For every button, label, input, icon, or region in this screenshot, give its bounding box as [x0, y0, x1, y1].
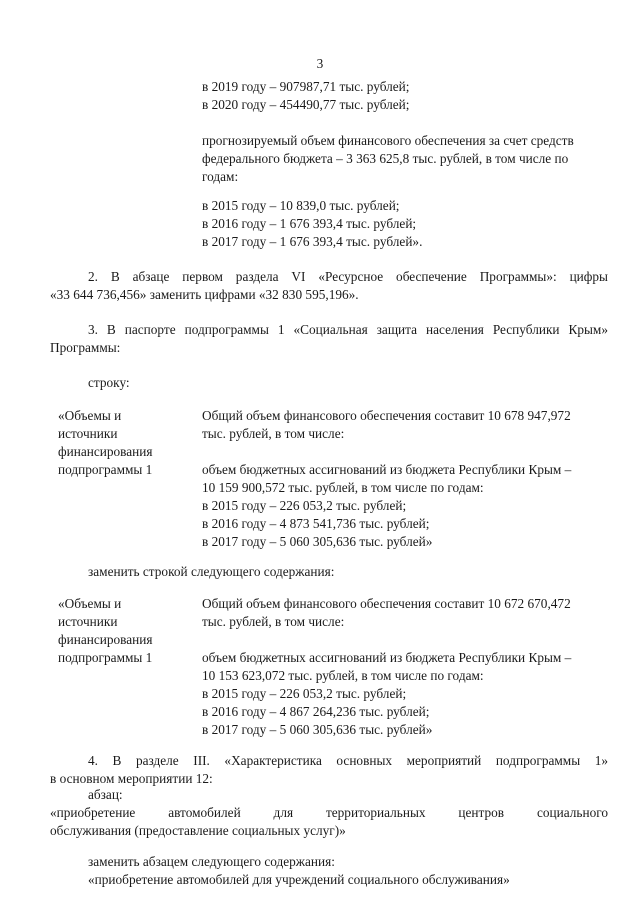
- replace-row-text: заменить строкой следующего содержания:: [88, 564, 335, 579]
- old-budget-2: 10 159 900,572 тыс. рублей, в том числе по годам:: [202, 480, 484, 495]
- item-4-line-2: в основном мероприятии 12:: [50, 771, 213, 786]
- forecast-2015: в 2015 году – 10 839,0 тыс. рублей;: [202, 198, 400, 213]
- page-number: 3: [316, 56, 324, 71]
- new-budget-2: 10 153 623,072 тыс. рублей, в том числе по годам:: [202, 668, 484, 683]
- new-total-1: Общий объем финансового обеспечения составит 10 672 670,472: [202, 596, 571, 611]
- forecast-line-1: прогнозируемый объем финансового обеспечения за счет средств: [202, 133, 574, 148]
- forecast-2017: в 2017 году – 1 676 393,4 тыс. рублей».: [202, 234, 423, 249]
- new-label-2: источники: [58, 614, 118, 629]
- item-4-line-1: 4. В разделе III. «Характеристика основных мероприятий подпрограммы 1»: [88, 753, 608, 768]
- item-2-line-1: 2. В абзаце первом раздела VI «Ресурсное обеспечение Программы»: цифры: [88, 269, 608, 284]
- old-label-3: финансирования: [58, 444, 153, 459]
- item-3-line-2: Программы:: [50, 340, 121, 355]
- old-total-2: тыс. рублей, в том числе:: [202, 426, 345, 441]
- new-2017: в 2017 году – 5 060 305,636 тыс. рублей»: [202, 722, 433, 737]
- old-label-1: «Объемы и: [58, 408, 122, 423]
- old-total-1: Общий объем финансового обеспечения составит 10 678 947,972: [202, 408, 571, 423]
- item-4-quote-1: «приобретение автомобилей для территориальных центров социального: [50, 805, 608, 820]
- new-2015: в 2015 году – 226 053,2 тыс. рублей;: [202, 686, 407, 701]
- line-2020: в 2020 году – 454490,77 тыс. рублей;: [202, 97, 410, 112]
- new-budget-1: объем бюджетных ассигнований из бюджета Республики Крым –: [202, 650, 572, 665]
- line-2019: в 2019 году – 907987,71 тыс. рублей;: [202, 79, 410, 94]
- item-3-line-1: 3. В паспорте подпрограммы 1 «Социальная защита населения Республики Крым»: [88, 322, 608, 337]
- item-4-replace: заменить абзацем следующего содержания:: [88, 854, 335, 869]
- new-label-4: подпрограммы 1: [58, 650, 153, 665]
- new-2016: в 2016 году – 4 867 264,236 тыс. рублей;: [202, 704, 430, 719]
- new-label-3: финансирования: [58, 632, 153, 647]
- item-2-line-2: «33 644 736,456» заменить цифрами «32 830 595,196».: [50, 287, 359, 302]
- forecast-2016: в 2016 году – 1 676 393,4 тыс. рублей;: [202, 216, 417, 231]
- forecast-line-2: федерального бюджета – 3 363 625,8 тыс. рублей, в том числе по: [202, 151, 569, 166]
- old-label-2: источники: [58, 426, 118, 441]
- item-4-abzac: абзац:: [88, 787, 123, 802]
- forecast-line-3: годам:: [202, 169, 239, 184]
- item-4-new-quote: «приобретение автомобилей для учреждений социального обслуживания»: [88, 872, 510, 887]
- old-label-4: подпрограммы 1: [58, 462, 153, 477]
- old-2015: в 2015 году – 226 053,2 тыс. рублей;: [202, 498, 407, 513]
- item-4-quote-2: обслуживания (предоставление социальных услуг)»: [50, 823, 346, 838]
- old-2016: в 2016 году – 4 873 541,736 тыс. рублей;: [202, 516, 430, 531]
- new-label-1: «Объемы и: [58, 596, 122, 611]
- old-2017: в 2017 году – 5 060 305,636 тыс. рублей»: [202, 534, 433, 549]
- row-label: строку:: [88, 375, 130, 390]
- old-budget-1: объем бюджетных ассигнований из бюджета Республики Крым –: [202, 462, 572, 477]
- new-total-2: тыс. рублей, в том числе:: [202, 614, 345, 629]
